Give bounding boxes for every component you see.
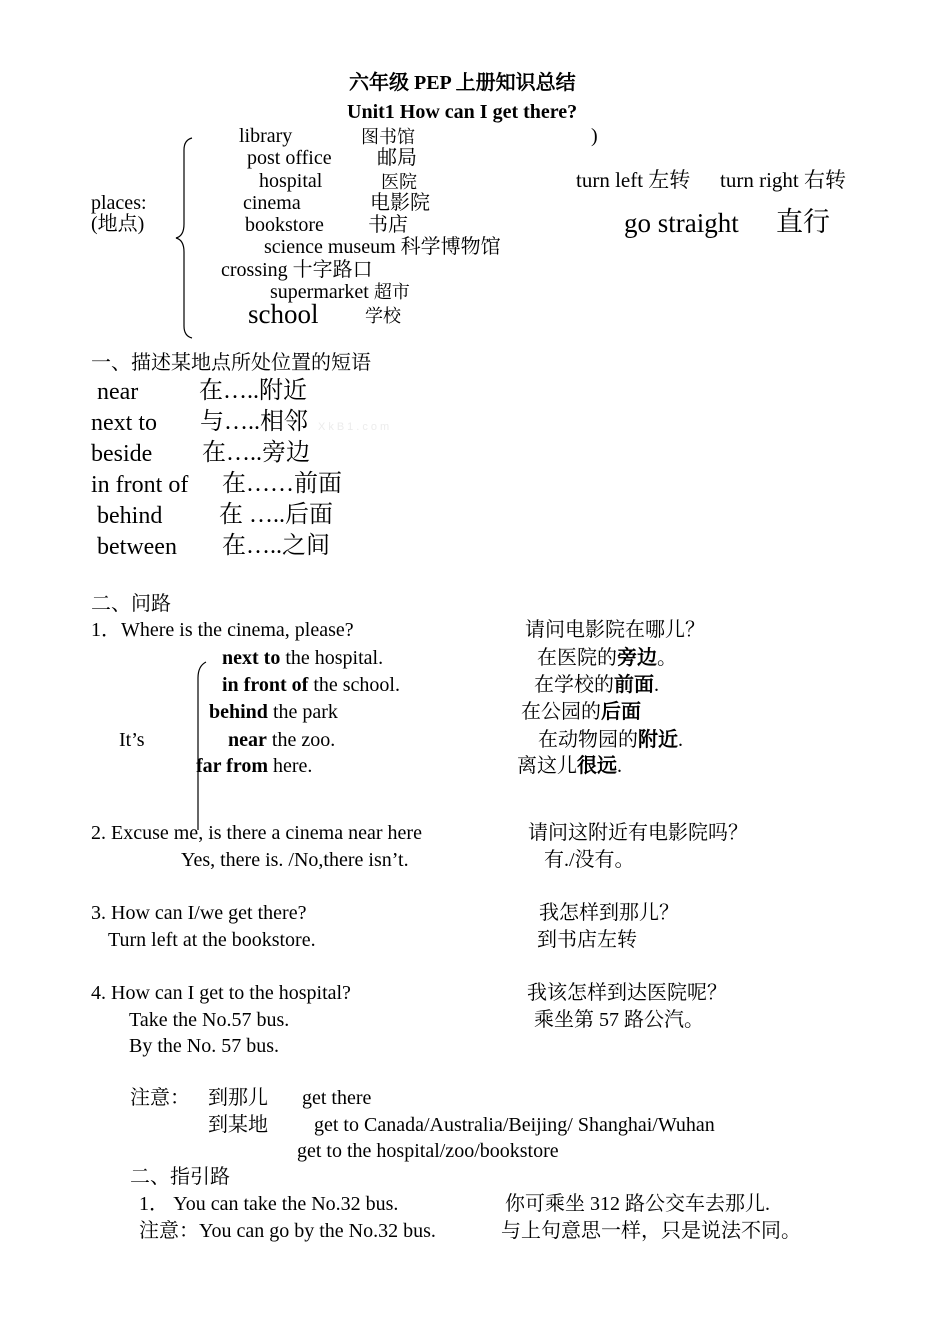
answer-next-to: next to the hospital. [222,647,384,669]
q4-cn: 我该怎样到达医院呢？ [527,982,727,1004]
phrase-beside: beside [91,441,153,467]
go-straight-text: go straight [624,208,739,238]
q3-cn: 我怎样到那儿？ [539,902,679,924]
q1-cn: 请问电影院在哪儿？ [525,619,705,641]
q4-text: 4. How can I get to the hospital? [91,982,351,1004]
place-science-museum: science museum 科学博物馆 [264,236,501,258]
turn-left-text: turn left 左转 [576,168,691,192]
place-supermarket: supermarket 超市 [270,281,410,303]
phrase-near: near [97,379,139,405]
place-supermarket-cn: 超市 [373,282,410,302]
answer-near-cn: 在动物园的附近. [538,729,683,751]
place-cinema: cinema [243,192,301,214]
stray-paren: ) [591,125,598,147]
direction-item1: 1． You can take the No.32 bus. [139,1193,399,1215]
place-science-museum-cn: 科学博物馆 [400,236,501,258]
places-brace [172,136,196,340]
section3-heading: 二、指引路 [130,1166,230,1188]
note-line1-en: get there [302,1087,372,1109]
place-cinema-cn: 电影院 [370,192,430,214]
answers-brace [190,660,210,832]
place-library: library [239,125,293,147]
page-title: 六年级 PEP 上册知识总结 [349,72,576,94]
q4-answer1: Take the No.57 bus. [129,1009,290,1031]
go-straight-cn: 直行 [776,207,830,237]
phrase-behind: behind [97,503,163,529]
direction-note: 注意：You can go by the No.32 bus. [139,1220,436,1242]
note-line3-en: get to the hospital/zoo/bookstore [297,1140,559,1162]
q4-answer1-cn: 乘坐第 57 路公汽。 [534,1009,704,1031]
place-hospital-cn: 医院 [381,172,417,192]
phrase-between-cn: 在…..之间 [222,533,330,559]
q4-answer2: By the No. 57 bus. [129,1035,279,1057]
q2-answer-cn: 有./没有。 [544,849,635,871]
answer-near: near the zoo. [228,729,336,751]
place-school: school [248,299,319,329]
phrase-next-to: next to [91,410,157,436]
section1-heading: 一、描述某地点所处位置的短语 [91,352,371,374]
direction-item1-cn: 你可乘坐 312 路公交车去那儿. [505,1193,770,1215]
answer-behind-cn: 在公园的后面 [521,701,641,723]
phrase-behind-cn: 在 …..后面 [219,502,333,528]
answer-far-from-cn: 离这儿很远. [517,755,622,777]
answer-behind: behind the park [209,701,338,723]
note-line2-cn: 到某地 [208,1114,268,1136]
its-label: It’s [119,729,145,751]
phrase-in-front-of-cn: 在……前面 [222,471,342,497]
phrase-next-to-cn: 与…..相邻 [200,409,308,435]
answer-in-front-of: in front of the school. [222,674,400,696]
note-line1-cn: 到那儿 [208,1087,268,1109]
q1-text: 1．Where is the cinema, please? [91,619,354,641]
phrase-beside-cn: 在…..旁边 [202,440,310,466]
q3-answer-cn: 到书店左转 [537,929,637,951]
note-label: 注意： [130,1087,190,1109]
place-post-office-cn: 邮局 [377,147,417,169]
answer-in-front-of-cn: 在学校的前面. [534,674,659,696]
q2-cn: 请问这附近有电影院吗？ [528,822,748,844]
q2-answer: Yes, there is. /No,there isn’t. [181,849,409,871]
place-bookstore: bookstore [245,214,324,236]
q2-text: 2. Excuse me, is there a cinema near here [91,822,422,844]
q3-text: 3. How can I/we get there? [91,902,307,924]
place-post-office: post office [247,147,332,169]
phrase-near-cn: 在…..附近 [199,378,307,404]
unit-title: Unit1 How can I get there? [347,101,578,123]
places-label: places: [91,192,147,214]
place-school-cn: 学校 [365,306,401,326]
note-line2-en: get to Canada/Australia/Beijing/ Shanghai/Wuhan [314,1114,715,1136]
q3-answer: Turn left at the bookstore. [108,929,316,951]
place-bookstore-cn: 书店 [368,214,408,236]
places-label-cn: (地点) [91,213,145,235]
place-hospital: hospital [259,170,323,192]
answer-next-to-cn: 在医院的旁边。 [537,647,677,669]
answer-far-from: far from here. [196,755,313,777]
turn-right-text: turn right 右转 [720,168,846,192]
phrase-in-front-of: in front of [91,472,189,498]
section2-heading: 二、问路 [91,593,171,615]
direction-note-cn: 与上句意思一样，只是说法不同。 [501,1220,801,1242]
place-crossing-cn: 十字路口 [292,259,373,281]
phrase-between: between [97,534,177,560]
place-crossing: crossing 十字路口 [221,259,373,281]
place-library-cn: 图书馆 [361,127,415,147]
watermark: XkB1.com [318,421,393,433]
